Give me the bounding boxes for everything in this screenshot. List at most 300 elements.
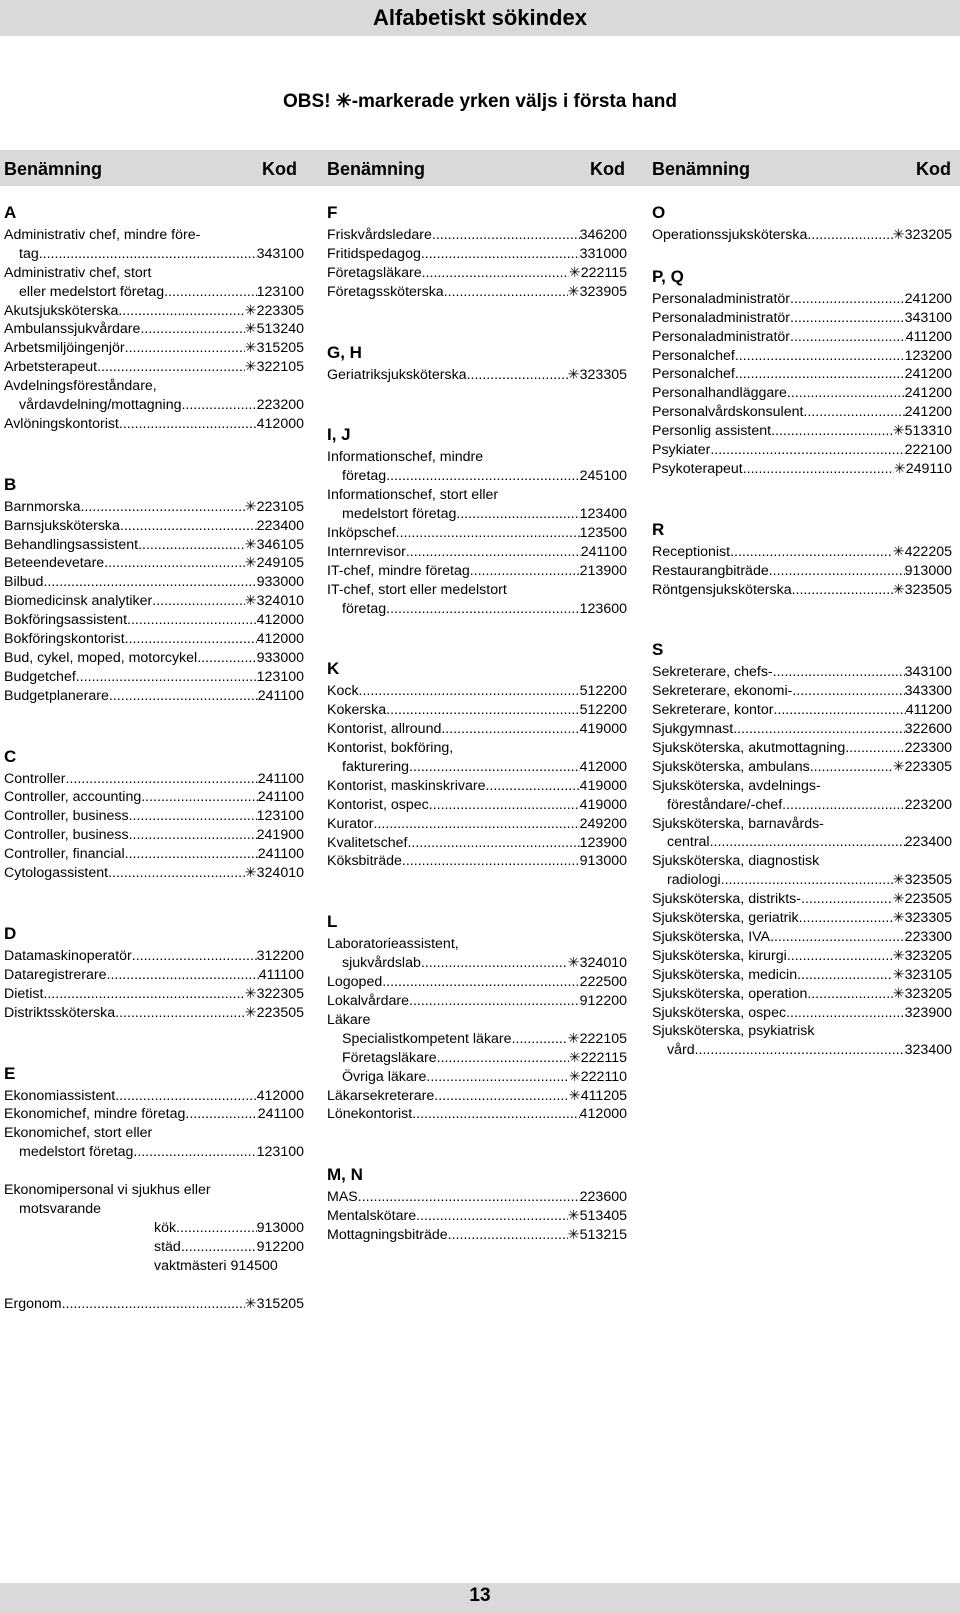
- entry-code: 123900: [579, 834, 627, 851]
- leader-dots: [433, 796, 580, 815]
- entry-code: ✳323205: [892, 985, 952, 1002]
- entry: [652, 328, 952, 347]
- entry-code: 913000: [904, 562, 952, 579]
- entry-code: ✳223105: [244, 498, 304, 515]
- entry: [327, 834, 627, 853]
- leader-dots: [792, 581, 893, 600]
- entry: [652, 890, 952, 909]
- entry-code: ✳222110: [568, 1068, 627, 1085]
- section-letter: I, J: [327, 425, 351, 445]
- entry-name: Controller, financial: [4, 846, 125, 863]
- entry-name: Mentalskötare: [327, 1208, 417, 1225]
- leader-dots: [448, 1226, 568, 1245]
- entry: [652, 562, 952, 581]
- leader-dots: [107, 966, 259, 985]
- entry: [4, 985, 304, 1004]
- entry-name: eller medelstort företag: [19, 283, 165, 300]
- entry-name: Sekreterare, kontor: [652, 702, 774, 719]
- entry-code: 223200: [256, 397, 304, 414]
- section-letter: O: [652, 203, 666, 222]
- leader-dots: [733, 720, 904, 739]
- leader-dots: [118, 302, 244, 321]
- entry-code: ✳324010: [244, 865, 304, 882]
- entry-name: Sjuksköterska, psykiatrisk: [652, 1023, 815, 1040]
- leader-dots: [456, 505, 579, 524]
- entry-name: Fritidspedagog: [327, 245, 421, 262]
- section-k: [327, 656, 627, 871]
- entry-name: Kontorist, allround: [327, 721, 442, 738]
- header-code-1: Kod: [262, 159, 297, 179]
- header-code-3: Kod: [916, 159, 951, 179]
- entry: [4, 517, 304, 536]
- entry-name: Sjuksköterska, avdelnings-: [652, 777, 821, 794]
- entry: [652, 833, 952, 852]
- entry-code: 419000: [579, 777, 627, 794]
- leader-dots: [422, 264, 569, 283]
- entry-name: Sekreterare, chefs-: [652, 664, 773, 681]
- entry: [652, 1041, 952, 1060]
- entry-name: vårdavdelning/mottagning: [19, 397, 182, 414]
- leader-dots: [132, 947, 257, 966]
- entry: [4, 966, 304, 985]
- entry-code: ✳323505: [892, 581, 952, 598]
- entry: [4, 611, 304, 630]
- entry: [4, 358, 304, 377]
- entry-code: ✳323205: [892, 227, 952, 243]
- entry-code: ✳315205: [244, 1295, 304, 1312]
- entry-code: 419000: [579, 796, 627, 813]
- entry-name: Receptionist: [652, 543, 731, 560]
- entry-name: Läkare: [327, 1011, 371, 1028]
- entry: [327, 543, 627, 562]
- leader-dots: [771, 422, 893, 441]
- notice: OBS! ✳-markerade yrken väljs i första hand: [283, 91, 677, 112]
- entry-code: 411200: [905, 702, 952, 719]
- leader-dots: [125, 630, 257, 649]
- entry-code: 245100: [579, 468, 627, 485]
- entry-name: Kurator: [327, 815, 374, 832]
- entry-name: Lokalvårdare: [327, 993, 410, 1010]
- entry-code: ✳513310: [892, 423, 952, 440]
- page-number-bar: [0, 1583, 960, 1613]
- leader-dots: [790, 328, 906, 347]
- leader-dots: [735, 365, 905, 384]
- leader-dots: [138, 536, 245, 555]
- leader-dots: [441, 720, 579, 739]
- header-code-2: Kod: [590, 159, 625, 179]
- entry: [4, 245, 304, 264]
- entry: [327, 264, 627, 283]
- entry-name: Kontorist, ospec.: [327, 796, 433, 813]
- leader-dots: [807, 226, 892, 245]
- entry: [327, 366, 627, 385]
- leader-dots: [710, 833, 905, 852]
- entry: [652, 663, 952, 682]
- entry-code: 241100: [580, 543, 627, 560]
- entry-code: 343100: [904, 309, 952, 326]
- section-letter: S: [652, 640, 664, 660]
- entry-code: ✳323305: [567, 366, 627, 383]
- leader-dots: [359, 682, 580, 701]
- leader-dots: [735, 347, 905, 366]
- entry: [652, 441, 952, 460]
- entry-name: Sjuksköterska, medicin: [652, 966, 798, 983]
- entry-name: Operationssjuksköterska: [652, 227, 808, 243]
- entry-code: ✳323305: [892, 910, 952, 927]
- entry: [327, 682, 627, 701]
- entry-name: Ekonomipersonal vi sjukhus eller: [4, 1182, 211, 1199]
- entry-code: 343300: [904, 683, 952, 700]
- entry-code: 323900: [904, 1004, 952, 1021]
- entry-name: Företagssköterska: [327, 283, 444, 300]
- entry: [652, 543, 952, 562]
- leader-dots: [43, 985, 244, 1004]
- index-column-3: [652, 200, 952, 1060]
- leader-dots: [782, 796, 905, 815]
- section-l: [327, 909, 627, 1124]
- entry-name: Arbetsterapeut: [4, 359, 98, 376]
- entry-code: 241100: [257, 1106, 304, 1123]
- entry: [4, 1143, 304, 1162]
- entry-code: 241100: [257, 770, 304, 787]
- entry-code: ✳249110: [893, 460, 952, 477]
- entry: [4, 687, 304, 706]
- leader-dots: [127, 611, 257, 630]
- entry-name: Ergonom: [4, 1295, 62, 1312]
- leader-dots: [787, 947, 893, 966]
- leader-dots: [425, 954, 568, 973]
- entry-name: Restaurangbiträde: [652, 562, 769, 579]
- entry-name: Sjuksköterska, ospec: [652, 1004, 787, 1021]
- entry-code: ✳223305: [244, 302, 304, 319]
- entry: [652, 909, 952, 928]
- entry-code: ✳223505: [244, 1004, 304, 1021]
- entry-code: 241100: [257, 789, 304, 806]
- entry-name: Biomedicinsk analytiker: [4, 593, 153, 610]
- entry: [327, 524, 627, 543]
- entry: [652, 966, 952, 985]
- entry-name: Personaladministratör: [652, 328, 790, 345]
- entry-name: Psykoterapeut: [652, 460, 743, 477]
- leader-dots: [803, 403, 904, 422]
- entry: [4, 536, 304, 555]
- leader-dots: [164, 283, 257, 302]
- leader-dots: [807, 985, 892, 1004]
- entry-name: Kock: [327, 683, 359, 700]
- entry-name: radiologi: [667, 872, 721, 889]
- entry-name: vård: [667, 1042, 695, 1059]
- leader-dots: [467, 366, 568, 385]
- entry-name: Sjuksköterska, IVA: [652, 928, 771, 945]
- section-b: [4, 472, 304, 706]
- leader-dots: [770, 928, 905, 947]
- entry-name: Beteendevetare: [4, 555, 105, 572]
- section-g-h: [327, 340, 627, 385]
- entry-code: 512200: [579, 702, 627, 719]
- leader-dots: [426, 1068, 568, 1087]
- entry-code: ✳222105: [567, 1030, 627, 1047]
- entry-code: 343100: [256, 245, 304, 262]
- entry: [4, 302, 304, 321]
- leader-dots: [409, 758, 580, 777]
- entry: [4, 1238, 304, 1257]
- entry-code: 241200: [904, 404, 952, 421]
- index-column-2: [327, 200, 627, 1245]
- entry: [4, 649, 304, 668]
- entry: [652, 871, 952, 890]
- entry-code: ✳323205: [892, 947, 952, 964]
- leader-dots: [721, 871, 893, 890]
- entry-name: Bokföringskontorist: [4, 631, 125, 648]
- entry-code: ✳513405: [567, 1208, 627, 1225]
- section-letter: M, N: [327, 1165, 363, 1185]
- entry: [652, 928, 952, 947]
- entry-code: 241100: [257, 846, 304, 863]
- entry: [652, 290, 952, 309]
- entry: [652, 581, 952, 600]
- entry-name: Administrativ chef, mindre före-: [4, 227, 201, 243]
- leader-dots: [485, 777, 579, 796]
- entry-name: Ekonomichef, stort eller: [4, 1125, 153, 1142]
- entry: [327, 283, 627, 302]
- entry-name: Personlig assistent: [652, 423, 772, 440]
- section-letter: K: [327, 659, 340, 679]
- entry-name: Personalchef: [652, 347, 735, 364]
- leader-dots: [773, 701, 905, 720]
- leader-dots: [406, 543, 581, 562]
- entry-name: Sjuksköterska, geriatrik: [652, 910, 799, 927]
- leader-dots: [197, 649, 256, 668]
- entry-name: fakturering: [342, 759, 410, 776]
- entry: [327, 720, 627, 739]
- title-bar: [0, 0, 960, 36]
- leader-dots: [125, 845, 258, 864]
- header-name-3: Benämning: [652, 159, 751, 179]
- section-letter: F: [327, 203, 338, 222]
- entry: [327, 600, 627, 619]
- section-p-q: [652, 264, 952, 479]
- entry-code: ✳223305: [892, 758, 952, 775]
- entry: [327, 1087, 627, 1106]
- leader-dots: [792, 682, 904, 701]
- entry-name: Lönekontorist: [327, 1106, 413, 1123]
- entry: [652, 720, 952, 739]
- leader-dots: [97, 358, 245, 377]
- entry-code: 223400: [256, 517, 304, 534]
- entry-code: ✳223505: [892, 891, 952, 908]
- leader-dots: [773, 663, 905, 682]
- entry-name: städ: [154, 1238, 181, 1255]
- section-d: [4, 921, 304, 1023]
- leader-dots: [695, 1041, 905, 1060]
- entry: [652, 1004, 952, 1023]
- entry-name: kök: [154, 1219, 177, 1236]
- entry: [4, 947, 304, 966]
- leader-dots: [407, 834, 579, 853]
- entry-code: 223600: [579, 1189, 627, 1206]
- entry-code: ✳422205: [892, 543, 952, 560]
- leader-dots: [141, 788, 257, 807]
- entry-name: Barnmorska: [4, 498, 81, 515]
- entry: [4, 396, 304, 415]
- leader-dots: [104, 554, 245, 573]
- entry: [4, 498, 304, 517]
- leader-dots: [797, 966, 893, 985]
- leader-dots: [133, 1143, 256, 1162]
- index-column-1: [4, 200, 304, 1313]
- entry-name: företag: [342, 600, 387, 617]
- entry-code: 213900: [579, 562, 627, 579]
- section-letter: D: [4, 923, 17, 943]
- leader-dots: [109, 687, 258, 706]
- entry-name: Företagsläkare: [342, 1049, 437, 1066]
- section-f: [327, 200, 627, 302]
- entry-name: Avdelningsföreståndare,: [4, 378, 157, 395]
- entry-code: 123600: [579, 600, 627, 617]
- entry-code: 123400: [579, 506, 627, 523]
- leader-dots: [845, 739, 904, 758]
- entry-code: 322600: [904, 721, 952, 738]
- entry: [4, 1004, 304, 1023]
- entry-name: Bud, cykel, moped, motorcykel: [4, 649, 198, 666]
- entry-code: ✳222115: [568, 264, 627, 281]
- entry-code: ✳322105: [244, 359, 304, 376]
- entry-name: vaktmästeri 914500: [154, 1257, 278, 1274]
- entry: [4, 807, 304, 826]
- entry-name: central: [667, 834, 710, 851]
- leader-dots: [181, 396, 256, 415]
- section-letter: G, H: [327, 342, 362, 362]
- entry: [4, 320, 304, 339]
- leader-dots: [799, 909, 893, 928]
- entry: [4, 864, 304, 883]
- entry: [327, 973, 627, 992]
- entry-name: Ambulanssjukvårdare: [4, 321, 141, 338]
- entry: [652, 796, 952, 815]
- entry-name: Logoped: [327, 974, 383, 991]
- entry-code: 343100: [904, 664, 952, 681]
- leader-dots: [437, 1049, 569, 1068]
- entry-code: 412000: [579, 1106, 627, 1123]
- leader-dots: [412, 1105, 579, 1124]
- entry-name: Controller, business: [4, 808, 129, 825]
- entry: [4, 788, 304, 807]
- entry-code: 323400: [904, 1042, 952, 1059]
- entry: [327, 226, 627, 245]
- entry-name: föreståndare/-chef: [667, 796, 783, 813]
- section-e: [4, 1061, 304, 1314]
- leader-dots: [386, 701, 580, 720]
- entry-code: ✳315205: [244, 340, 304, 357]
- leader-dots: [790, 309, 905, 328]
- entry: [4, 592, 304, 611]
- entry: [327, 992, 627, 1011]
- entry: [4, 339, 304, 358]
- entry-code: 241200: [904, 385, 952, 402]
- entry-name: företag: [342, 468, 387, 485]
- entry-code: 223400: [904, 834, 952, 851]
- entry-code: ✳513215: [567, 1227, 627, 1244]
- entry-name: Företagsläkare: [327, 264, 422, 281]
- leader-dots: [786, 1004, 905, 1023]
- entry-name: Controller, accounting: [4, 789, 142, 806]
- leader-dots: [382, 973, 579, 992]
- entry-name: Inköpschef: [327, 525, 396, 542]
- entry-name: Kontorist, maskinskrivare: [327, 777, 486, 794]
- entry-code: 123100: [256, 808, 304, 825]
- leader-dots: [176, 1219, 257, 1238]
- entry-name: Dataregistrerare: [4, 966, 107, 983]
- entry-code: ✳324010: [244, 593, 304, 610]
- entry: [327, 562, 627, 581]
- entry-code: 223300: [904, 740, 952, 757]
- entry: [652, 947, 952, 966]
- entry-name: Bilbud: [4, 574, 44, 591]
- header-name-1: Benämning: [4, 159, 103, 179]
- entry-code: 512200: [579, 683, 627, 700]
- entry-name: sjukvårdslab.: [342, 955, 425, 972]
- leader-dots: [129, 807, 257, 826]
- entry-code: 913000: [256, 1219, 304, 1236]
- entry-code: ✳324010: [567, 955, 627, 972]
- entry: [327, 1049, 627, 1068]
- entry-name: Administrativ chef, stort: [4, 264, 152, 281]
- entry-code: ✳323505: [892, 872, 952, 889]
- leader-dots: [119, 415, 257, 434]
- section-a: [4, 200, 304, 434]
- entry-name: Kontorist, bokföring,: [327, 740, 454, 757]
- page-number: 13: [469, 1585, 491, 1606]
- entry-code: 411100: [258, 966, 304, 983]
- section-letter: L: [327, 912, 338, 932]
- entry-code: 249200: [579, 815, 627, 832]
- entry-name: Röntgensjuksköterska: [652, 581, 792, 598]
- entry-name: Internrevisor: [327, 543, 406, 560]
- entry-name: Mottagningsbiträde: [327, 1227, 448, 1244]
- entry: [327, 1226, 627, 1245]
- entry-code: 419000: [579, 721, 627, 738]
- entry: [4, 1087, 304, 1106]
- entry: [327, 777, 627, 796]
- entry-name: Bokföringsassistent: [4, 612, 128, 629]
- leader-dots: [62, 1295, 245, 1314]
- leader-dots: [129, 826, 257, 845]
- entry-name: Behandlingsassistent: [4, 536, 139, 553]
- leader-dots: [432, 226, 580, 245]
- entry-name: Ekonomiassistent: [4, 1087, 116, 1104]
- entry-name: Kokerska: [327, 702, 387, 719]
- entry-code: 912200: [579, 993, 627, 1010]
- entry: [4, 770, 304, 789]
- entry-name: Datamaskinoperatör: [4, 947, 132, 964]
- section-letter: R: [652, 519, 665, 539]
- entry: [4, 845, 304, 864]
- entry-name: Personalhandläggare: [652, 385, 787, 402]
- entry-name: Sjukgymnast: [652, 721, 734, 738]
- header-name-2: Benämning: [327, 159, 426, 179]
- leader-dots: [801, 890, 893, 909]
- entry-code: 412000: [256, 415, 304, 432]
- entry-name: Köksbiträde: [327, 853, 402, 870]
- entry: [327, 852, 627, 871]
- entry-name: Sjuksköterska, akutmottagning: [652, 740, 846, 757]
- entry-name: Sekreterare, ekonomi-: [652, 683, 793, 700]
- leader-dots: [386, 467, 579, 486]
- entry-name: medelstort företag: [19, 1144, 134, 1161]
- entry-name: Geriatriksjuksköterska: [327, 366, 467, 383]
- entry-name: tag: [19, 245, 39, 262]
- entry-name: Övriga läkare: [342, 1068, 427, 1085]
